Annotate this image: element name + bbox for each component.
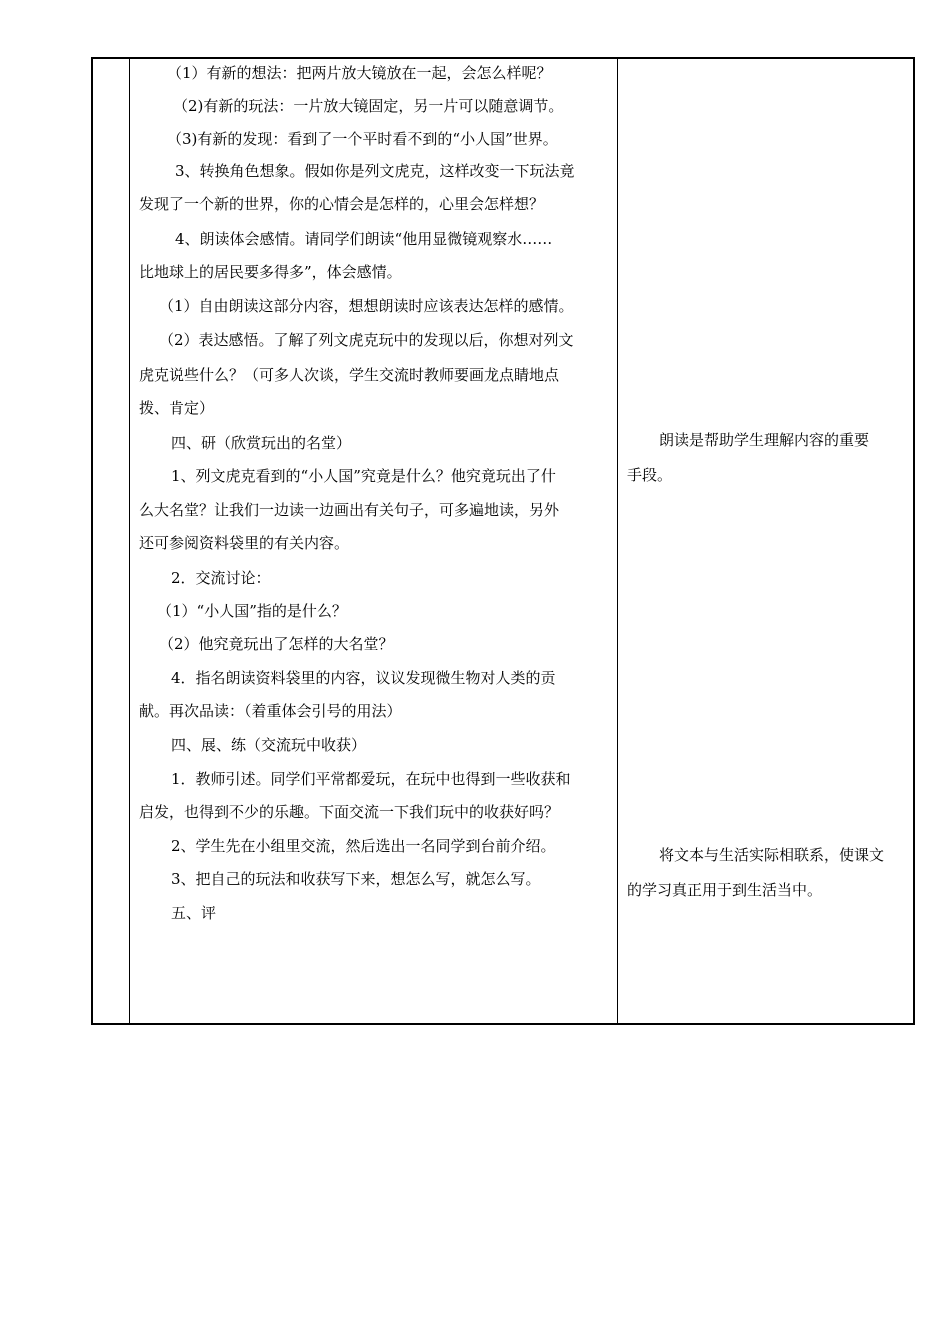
column-divider-right <box>617 59 618 1023</box>
column-divider-left <box>129 59 130 1023</box>
paragraph-line: （3)有新的发现：看到了一个平时看不到的“小人国”世界。 <box>167 130 558 148</box>
paragraph-line: 2．交流讨论： <box>171 569 271 587</box>
paragraph-line: 四、研（欣赏玩出的名堂） <box>171 434 352 452</box>
paragraph-line: （2)有新的玩法：一片放大镜固定，另一片可以随意调节。 <box>173 97 564 115</box>
paragraph-line: 还可参阅资料袋里的有关内容。 <box>139 534 350 552</box>
paragraph-line: 3、把自己的玩法和收获写下来，想怎么写，就怎么写。 <box>171 870 541 888</box>
side-note-line: 将文本与生活实际相联系，使课文 <box>659 846 885 864</box>
paragraph-line: 2、学生先在小组里交流，然后选出一名同学到台前介绍。 <box>171 837 556 855</box>
paragraph-line: 1．教师引述。同学们平常都爱玩，在玩中也得到一些收获和 <box>171 770 571 788</box>
paragraph-line: 么大名堂？让我们一边读一边画出有关句子，可多遍地读，另外 <box>139 501 560 519</box>
paragraph-line: 4、朗读体会感情。请同学们朗读“他用显微镜观察水…… <box>175 230 553 248</box>
paragraph-line: 3、转换角色想象。假如你是列文虎克，这样改变一下玩法竟 <box>175 162 575 180</box>
paragraph-line: 1、列文虎克看到的“小人国”究竟是什么？他究竟玩出了什 <box>171 467 556 485</box>
lesson-plan-table <box>91 57 915 1025</box>
paragraph-line: 献。再次品读：（着重体会引号的用法） <box>139 702 402 720</box>
paragraph-line: 四、展、练（交流玩中收获） <box>171 736 367 754</box>
side-note-line: 手段。 <box>627 466 673 484</box>
side-note-line: 的学习真正用于到生活当中。 <box>627 881 823 899</box>
paragraph-line: 4．指名朗读资料袋里的内容，议议发现微生物对人类的贡 <box>171 669 556 687</box>
paragraph-line: 发现了一个新的世界，你的心情会是怎样的，心里会怎样想？ <box>139 195 545 213</box>
paragraph-line: 拨、肯定） <box>139 399 215 417</box>
paragraph-line: （1）有新的想法：把两片放大镜放在一起，会怎么样呢？ <box>167 64 552 82</box>
paragraph-line: （1）自由朗读这部分内容，想想朗读时应该表达怎样的感情。 <box>159 297 574 315</box>
paragraph-line: （2）他究竟玩出了怎样的大名堂？ <box>159 635 394 653</box>
side-note-line: 朗读是帮助学生理解内容的重要 <box>659 431 870 449</box>
paragraph-line: （2）表达感悟。了解了列文虎克玩中的发现以后，你想对列文 <box>159 331 574 349</box>
paragraph-line: 启发，也得到不少的乐趣。下面交流一下我们玩中的收获好吗？ <box>139 803 560 821</box>
paragraph-line: 五、评 <box>171 904 217 922</box>
paragraph-line: （1）“小人国”指的是什么？ <box>157 602 347 620</box>
paragraph-line: 比地球上的居民要多得多”，体会感情。 <box>139 263 402 281</box>
paragraph-line: 虎克说些什么？（可多人次谈，学生交流时教师要画龙点睛地点 <box>139 366 560 384</box>
